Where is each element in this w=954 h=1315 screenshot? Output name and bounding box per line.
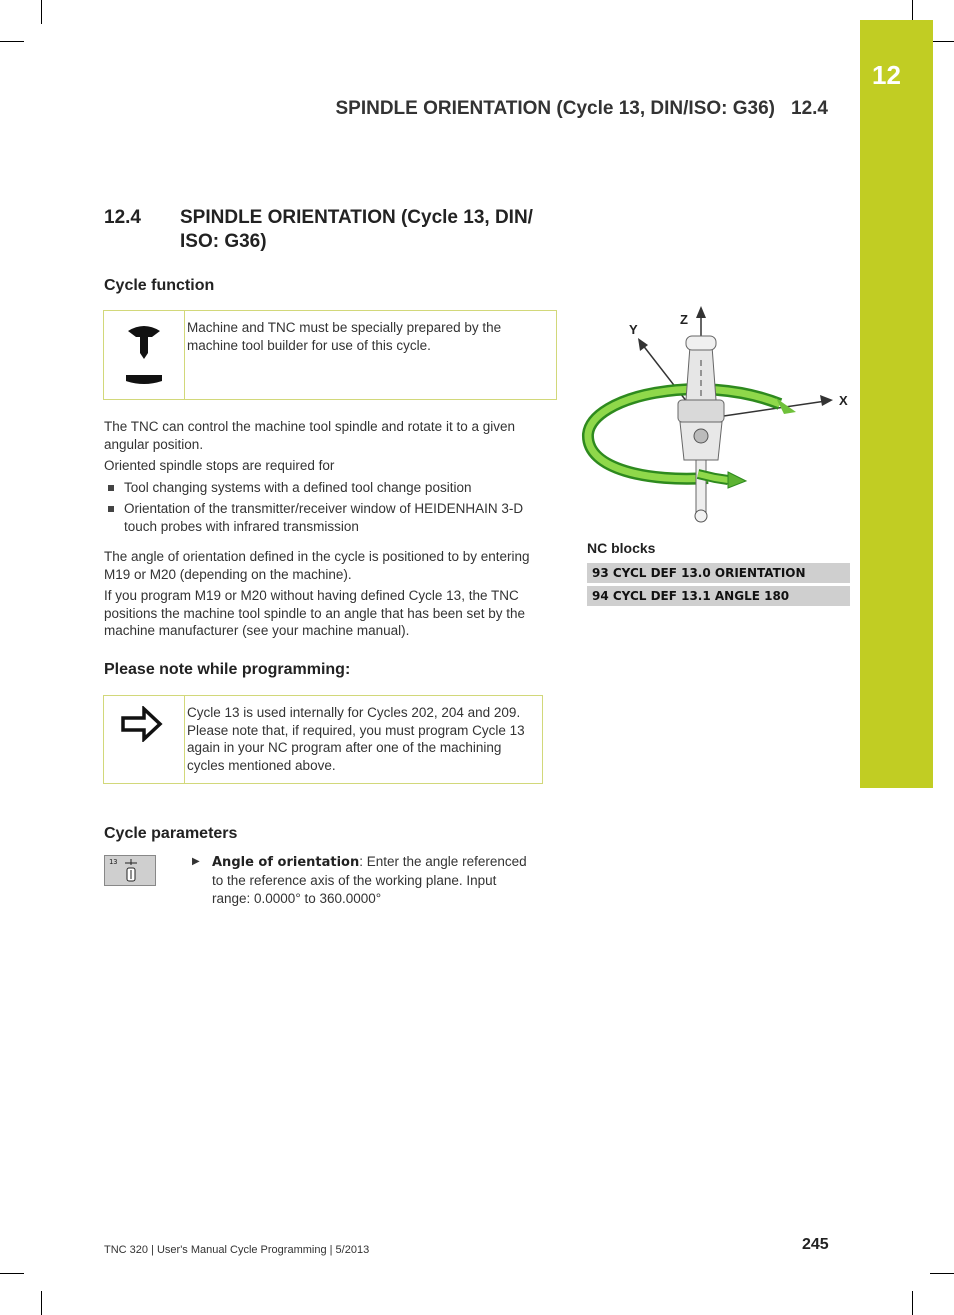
triangle-bullet-icon: ▶ — [192, 856, 200, 867]
spindle-orientation-figure — [580, 300, 855, 535]
tool-flange — [678, 400, 724, 422]
machine-note-box — [103, 310, 557, 400]
cycle-13-softkey-icon — [104, 855, 156, 886]
spindle-small-icon — [123, 859, 139, 883]
icon-cycle-number: 13 — [109, 858, 118, 866]
paragraph: Oriented spindle stops are required for — [104, 458, 335, 473]
page-number: 245 — [802, 1236, 829, 1253]
section-title-line1: SPINDLE ORIENTATION (Cycle 13, DIN/ — [180, 207, 533, 228]
probe-ball — [695, 510, 707, 522]
arrow-right-icon — [120, 706, 164, 742]
paragraph: If you program M19 or M20 without having defined Cycle 13, the TNC positions the machine tool spindle to an angle that has been set by the machine manufacturer (see your machine manual). — [104, 588, 526, 638]
nc-block-row: 94 CYCL DEF 13.1 ANGLE 180 — [587, 586, 850, 606]
section-title-line2: ISO: G36) — [180, 231, 267, 252]
section-title — [104, 206, 574, 254]
crop-mark — [0, 41, 24, 42]
chapter-number: 12 — [872, 60, 901, 90]
axis-label-y: Y — [629, 322, 638, 337]
tool-pull-stud — [686, 336, 716, 350]
programming-note-text: Cycle 13 is used internally for Cycles 202, 204 and 209. Please note that, if required, you must program Cycle 13 again in your NC program after one of the machining cycles mentioned above. — [187, 705, 525, 773]
holder-collet — [694, 429, 708, 443]
crop-mark — [930, 41, 954, 42]
note-divider — [184, 311, 185, 399]
crop-mark — [0, 1273, 24, 1274]
machine-note-text: Machine and TNC must be specially prepared by the machine tool builder for use of this cycle. — [187, 320, 502, 353]
paragraph: The angle of orientation defined in the cycle is positioned to by entering M19 or M20 (depending on the machine). — [104, 549, 530, 582]
crop-mark — [41, 1291, 42, 1315]
running-head-section: 12.4 — [791, 98, 828, 119]
nc-block-row: 93 CYCL DEF 13.0 ORIENTATION — [587, 563, 850, 583]
crop-mark — [41, 0, 42, 24]
machine-icon — [122, 323, 166, 387]
section-number: 12.4 — [104, 207, 141, 228]
chapter-tab — [860, 20, 933, 788]
paragraph: The TNC can control the machine tool spindle and rotate it to a given angular position. — [104, 419, 515, 452]
parameter-description: : Enter the angle referenced to the reference axis of the working plane. Input range: 0.0000° to 360.0000° — [212, 854, 527, 906]
crop-mark — [930, 1273, 954, 1274]
heading-please-note: Please note while programming: — [104, 661, 351, 678]
rotation-arrow-head — [728, 472, 746, 488]
axis-label-z: Z — [680, 312, 688, 327]
bullet-square-icon — [108, 485, 114, 491]
running-head-title: SPINDLE ORIENTATION (Cycle 13, DIN/ISO: G36) — [335, 98, 776, 119]
running-head — [335, 98, 828, 120]
parameter-name: Angle of orientation — [212, 855, 360, 870]
note-divider — [184, 696, 185, 783]
footer-text: TNC 320 | User's Manual Cycle Programming | 5/2013 — [104, 1244, 370, 1256]
heading-cycle-function: Cycle function — [104, 277, 215, 294]
probe-stylus — [696, 460, 706, 512]
programming-note-box — [103, 695, 543, 784]
list-item-text: Tool changing systems with a defined tool change position — [124, 480, 472, 495]
axis-label-x: X — [839, 393, 848, 408]
list-item-text: Orientation of the transmitter/receiver window of HEIDENHAIN 3-D touch probes with infrared transmission — [124, 501, 524, 534]
bullet-square-icon — [108, 506, 114, 512]
nc-blocks-label: NC blocks — [587, 540, 656, 556]
heading-cycle-parameters: Cycle parameters — [104, 825, 238, 842]
crop-mark — [912, 1291, 913, 1315]
